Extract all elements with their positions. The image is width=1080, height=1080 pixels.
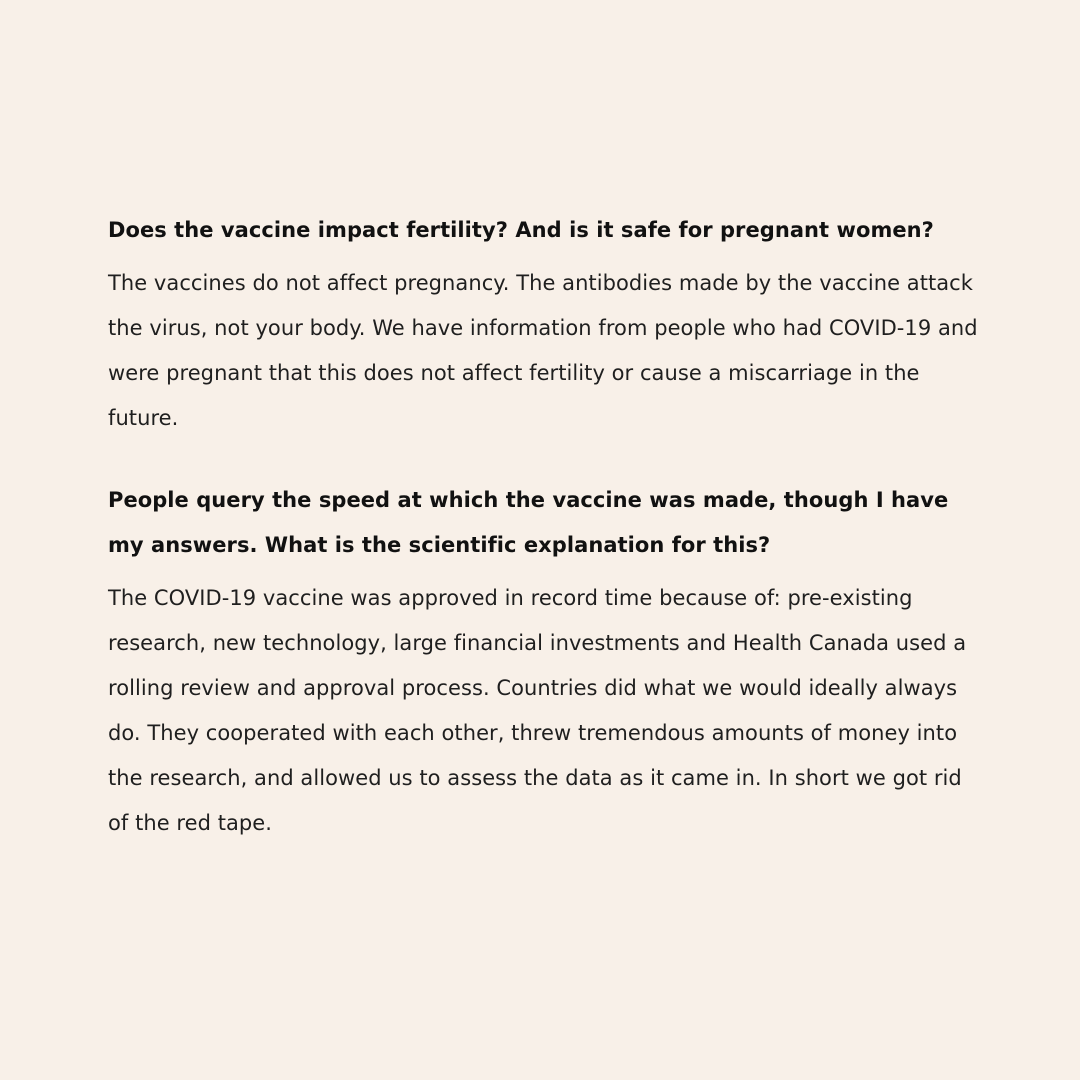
faq-answer: The vaccines do not affect pregnancy. The antibodies made by the vaccine attack the virus, not your body. We have information from people who had COVID-19 and were pregnant that this does not affect fertility or cause a miscarriage in the future. — [108, 271, 978, 430]
faq-item-vaccine-speed — [108, 478, 980, 846]
faq-answer: The COVID-19 vaccine was approved in record time because of: pre-existing research, new technology, large financial investments and Health Canada used a rolling review and approval process. Countries did what we would ideally always do. They cooperated with each other, threw tremendous amounts of money into the research, and allowed us to assess the data as it came in. In short we got rid of the red tape. — [108, 586, 967, 835]
faq-content — [108, 208, 980, 846]
faq-question: Does the vaccine impact fertility? And is it safe for pregnant women? — [108, 218, 934, 242]
faq-question: People query the speed at which the vaccine was made, though I have my answers. What is the scientific explanation for this? — [108, 488, 949, 557]
faq-item-fertility — [108, 208, 980, 441]
